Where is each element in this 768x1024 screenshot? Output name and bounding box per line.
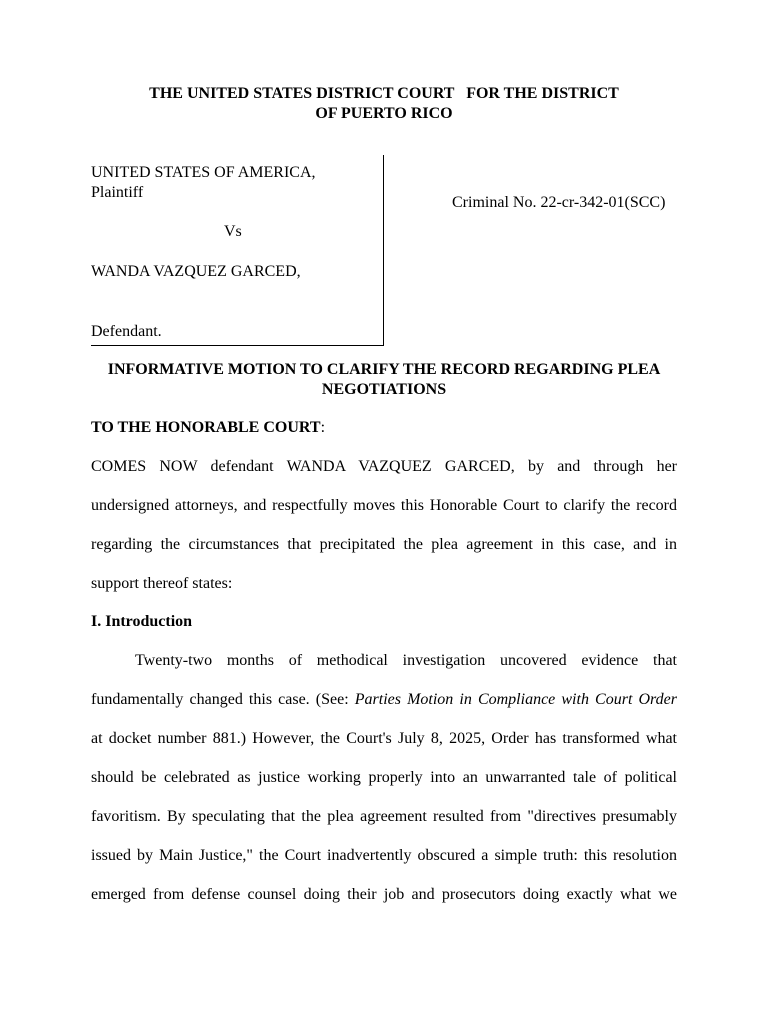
section-line-2 <box>91 690 677 710</box>
versus-label: Vs <box>224 223 242 240</box>
defendant-name: WANDA VAZQUEZ GARCED, <box>91 263 301 280</box>
cited-motion-title: Parties Motion in Compliance with Court Order <box>354 691 678 708</box>
section-line-5: favoritism. By speculating that the plea agreement resulted from "directives presumably <box>91 808 677 825</box>
motion-title <box>91 360 677 400</box>
case-number: Criminal No. 22-cr-342-01(SCC) <box>452 194 666 211</box>
intro-line-4: support thereof states: <box>91 575 233 592</box>
court-title <box>130 84 638 124</box>
section-line-7: emerged from defense counsel doing their job and prosecutors doing exactly what we <box>91 886 677 903</box>
case-caption-box <box>91 155 384 346</box>
section-line-3: at docket number 881.) However, the Court's July 8, 2025, Order has transformed what <box>91 730 677 747</box>
section-line-1: Twenty-two months of methodical investigation uncovered evidence that <box>135 652 677 669</box>
intro-line-1: COMES NOW defendant WANDA VAZQUEZ GARCED, by and through her <box>91 458 677 475</box>
motion-title-line-2: NEGOTIATIONS <box>321 381 447 398</box>
intro-line-3: regarding the circumstances that precipitated the plea agreement in this case, and in <box>91 536 677 553</box>
plaintiff-role: Plaintiff <box>91 184 144 201</box>
salutation <box>91 418 325 438</box>
plaintiff-name: UNITED STATES OF AMERICA, <box>91 164 316 181</box>
motion-title-line-1: INFORMATIVE MOTION TO CLARIFY THE RECORD REGARDING PLEA <box>107 361 661 378</box>
defendant-role: Defendant. <box>91 323 162 340</box>
section-line-2-text: fundamentally changed this case. (See: <box>91 691 355 708</box>
section-line-4: should be celebrated as justice working properly into an unwarranted tale of political <box>91 769 677 786</box>
court-title-line-1: THE UNITED STATES DISTRICT COURT FOR THE DISTRICT <box>149 85 619 102</box>
salutation-colon: : <box>320 419 326 436</box>
section-heading: I. Introduction <box>91 613 193 630</box>
section-line-6: issued by Main Justice," the Court inadvertently obscured a simple truth: this resolution <box>91 847 677 864</box>
salutation-text: TO THE HONORABLE COURT <box>91 419 321 436</box>
intro-line-2: undersigned attorneys, and respectfully moves this Honorable Court to clarify the record <box>91 497 677 514</box>
court-title-line-2: OF PUERTO RICO <box>315 105 453 122</box>
